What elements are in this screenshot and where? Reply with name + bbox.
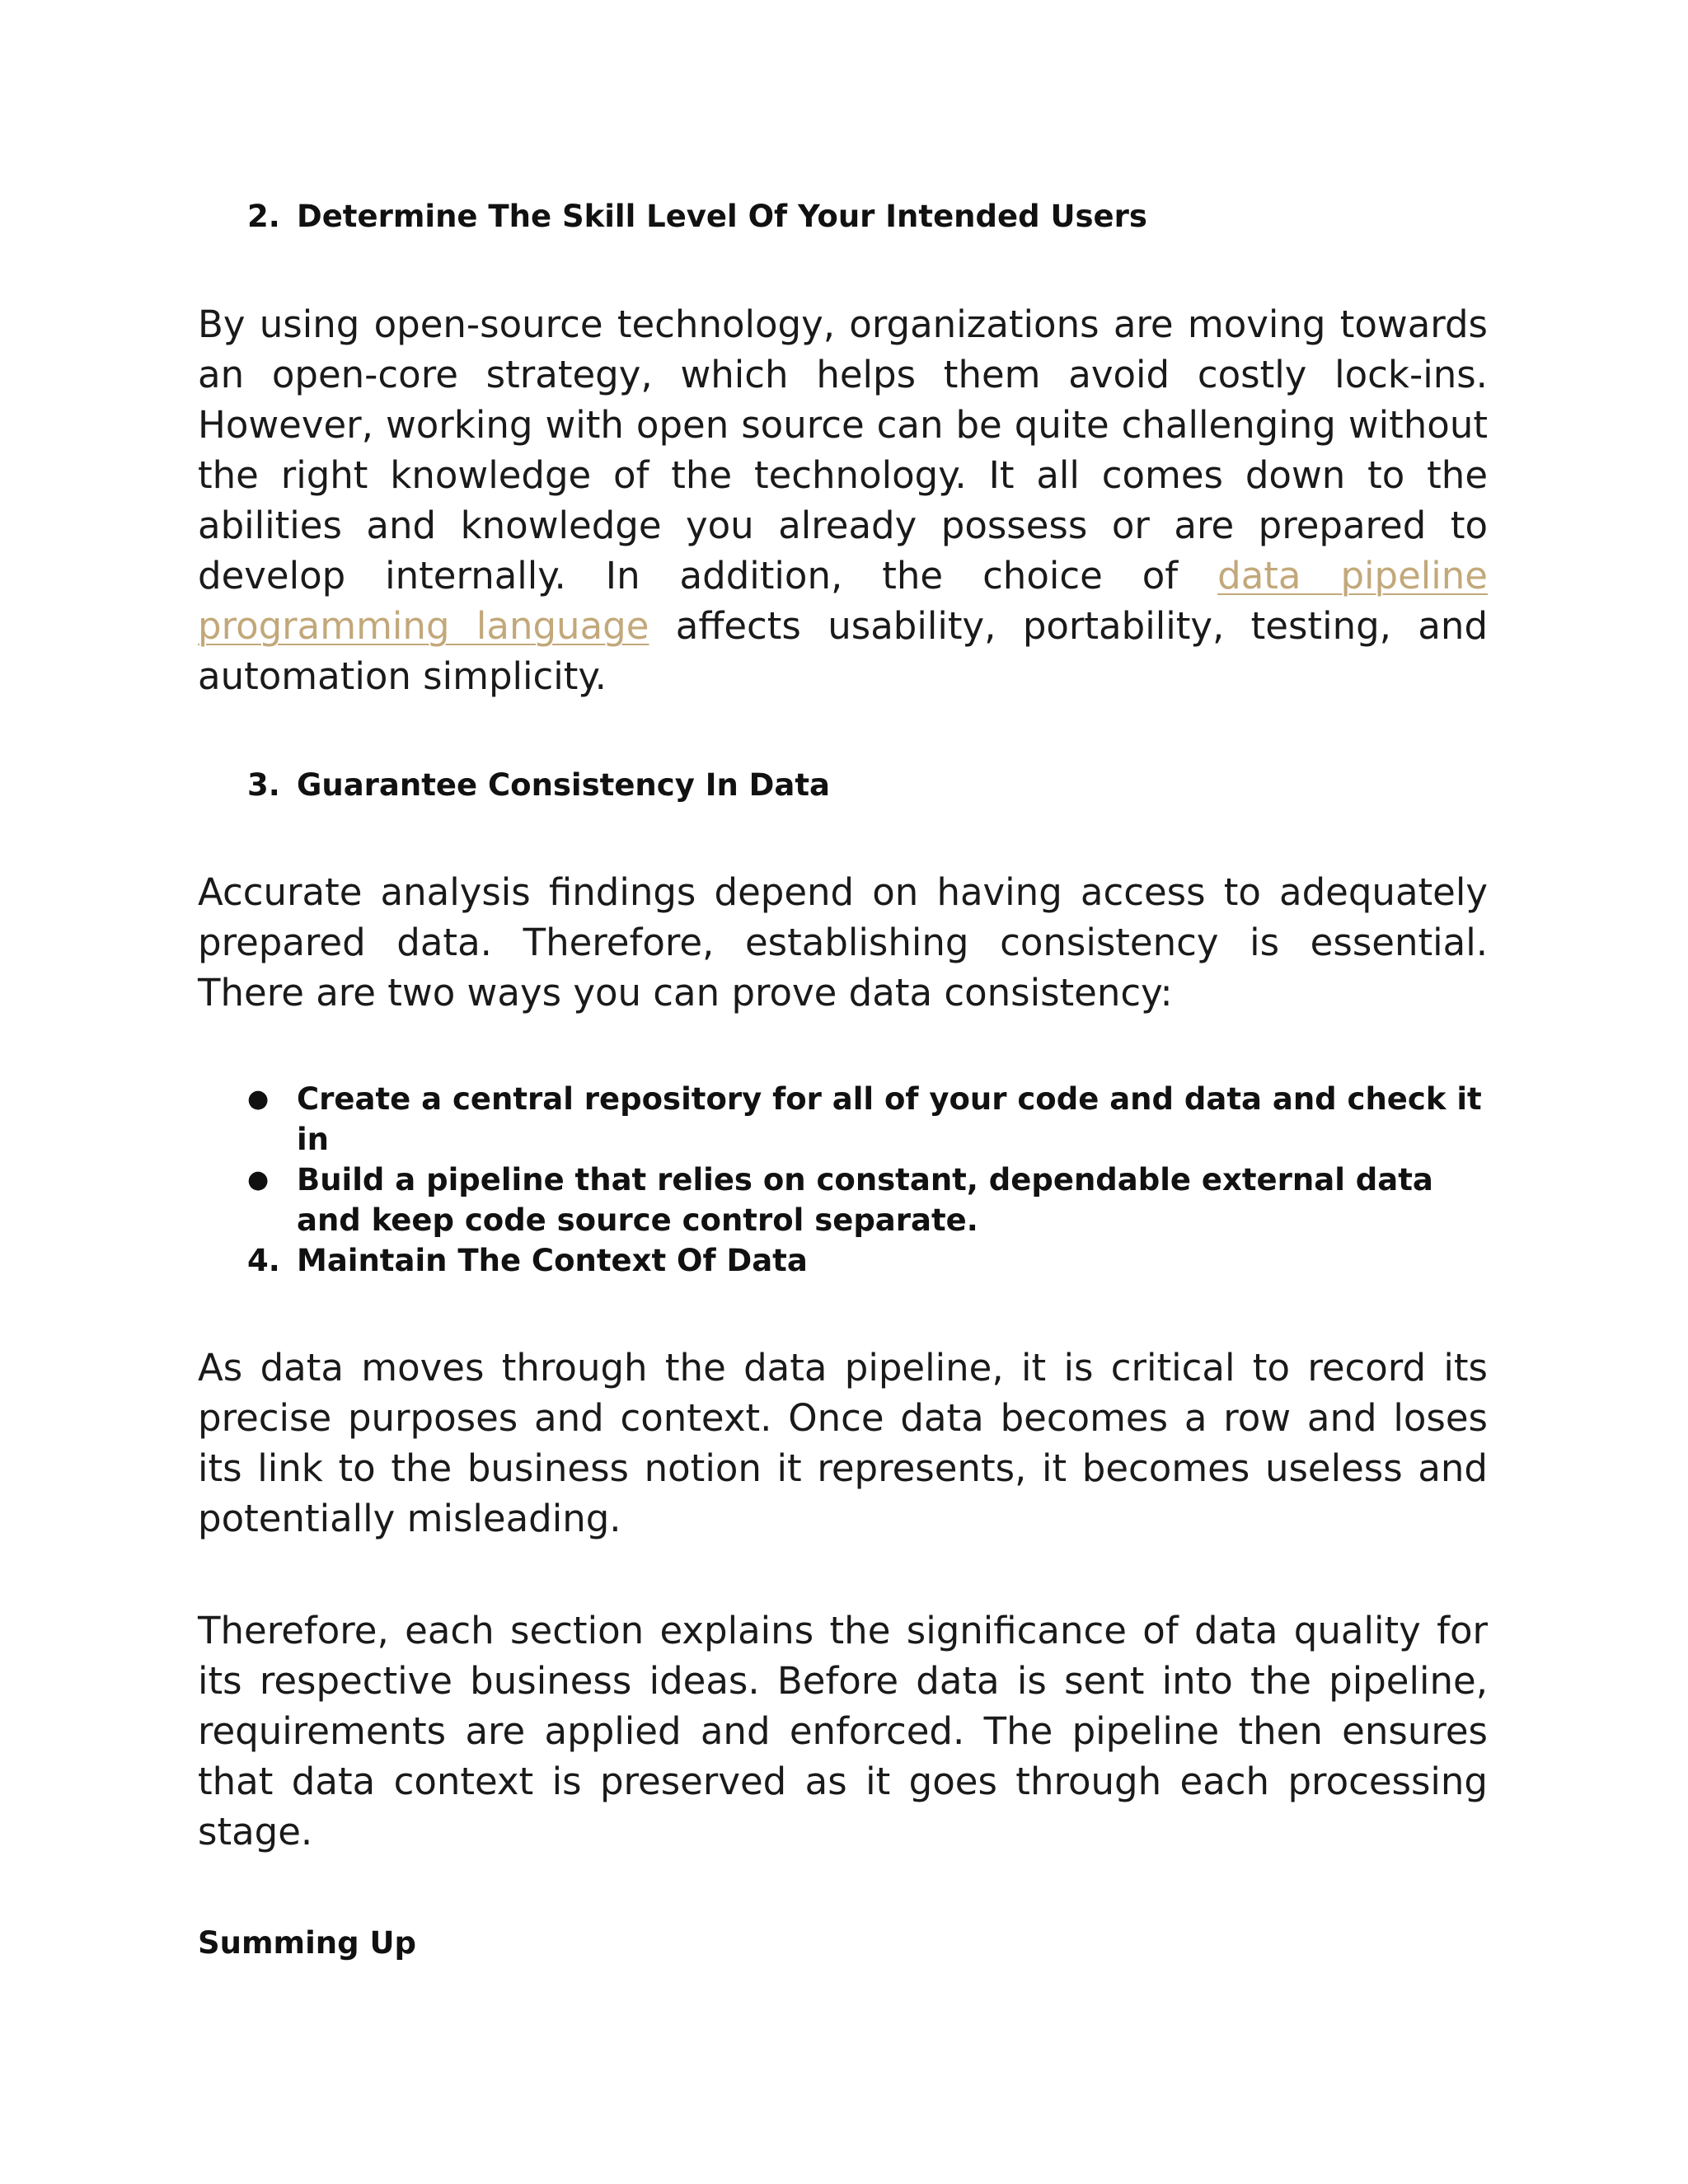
section-title: Guarantee Consistency In Data <box>297 767 831 803</box>
paragraph-significance: Therefore, each section explains the significance of data quality for its respective business ideas. Before data is sent into the pipeline, requirements are applied and enforced. The pipeline then ensures that data context is preserved as it goes through each processing stage. <box>198 1609 1488 1854</box>
section-number: 3. <box>247 767 280 803</box>
list-item <box>247 1079 1488 1160</box>
paragraph-text: affects usability, portability, testing, and automation simplicity. <box>198 604 1489 698</box>
paragraph-data-moves: As data moves through the data pipeline, it is critical to record its precise purposes and context. Once data becomes a row and loses its link to the business notion it represents, it becomes useless and potentially misleading. <box>198 1346 1488 1540</box>
bullet-icon: ● <box>247 1165 270 1194</box>
section-number: 4. <box>247 1243 280 1278</box>
paragraph-text: By using open-source technology, organizations are moving towards an open-core strategy, which helps them avoid costly lock-ins. However, working with open source can be quite challenging without the right knowledge of the technology. It all comes down to the abilities and knowledge you already possess or are prepared to develop internally. In addition, the choice of <box>198 302 1488 598</box>
data-pipeline-language-link[interactable]: data pipeline programming language <box>198 554 1488 648</box>
consistency-bullet-list <box>198 1079 1488 1240</box>
bullet-text: Build a pipeline that relies on constant, dependable external data and keep code source control separate. <box>297 1162 1433 1238</box>
summing-up-heading: Summing Up <box>198 1925 417 1961</box>
section-number: 2. <box>247 199 280 234</box>
bullet-icon: ● <box>247 1085 270 1113</box>
section-title: Maintain The Context Of Data <box>297 1243 808 1278</box>
section-heading-consistency <box>247 765 1488 806</box>
paragraph-accurate-analysis: Accurate analysis findings depend on having access to adequately prepared data. Therefore, establishing consistency is essential. There are two ways you can prove data consistency: <box>198 870 1488 1015</box>
section-heading-context <box>247 1240 1488 1281</box>
section-title: Determine The Skill Level Of Your Intended Users <box>297 199 1147 234</box>
list-item <box>247 1160 1488 1240</box>
bullet-text: Create a central repository for all of your code and data and check it in <box>297 1081 1482 1157</box>
section-heading-skill-level <box>247 196 1488 237</box>
paragraph-open-source <box>198 299 1488 701</box>
document-content <box>198 196 1488 1964</box>
